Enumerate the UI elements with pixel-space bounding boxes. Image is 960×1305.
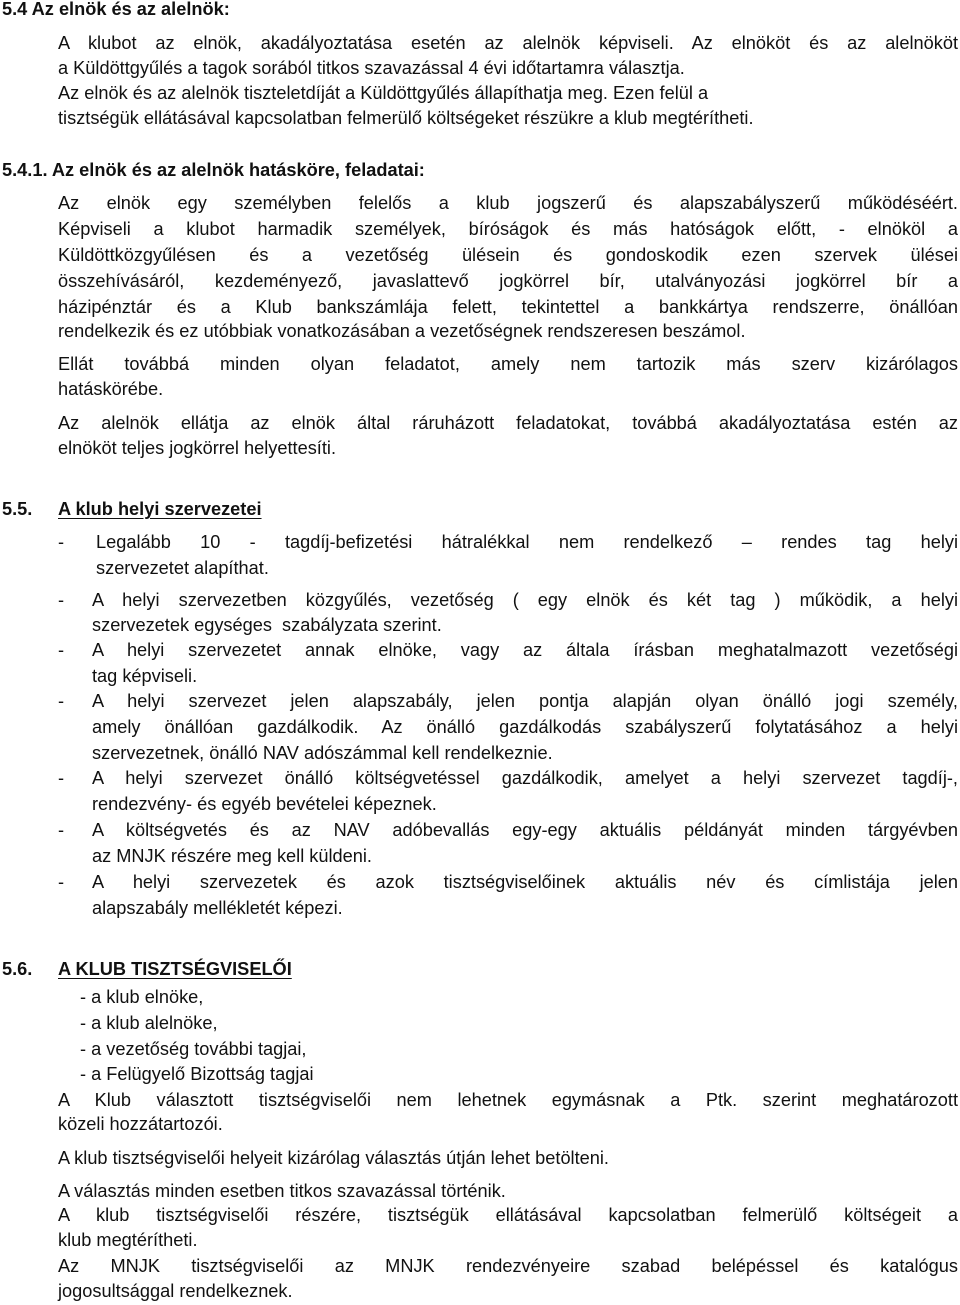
list-dash: -	[58, 691, 65, 711]
list-item-line: szervezetnek, önálló NAV adószámmal kell rendelkeznie.	[92, 743, 553, 763]
paragraph-line: tisztségük ellátásával kapcsolatban felmerülő költségeket részükre a klub megtérítheti.	[58, 108, 754, 128]
paragraph-line: Az alelnök ellátja az elnök által ráruházott feladatokat, továbbá akadályoztatása estén az	[58, 413, 958, 433]
list-item-line: az MNJK részére meg kell küldeni.	[92, 846, 372, 866]
section-heading-5-4-1: 5.4.1. Az elnök és az alelnök hatásköre, feladatai:	[2, 160, 425, 180]
paragraph-line: házipénztár és a Klub bankszámlája felett, tekintettel a bankkártya rendszerre, önállóan	[58, 297, 958, 317]
list-item-line: szervezetek egységes szabályzata szerint.	[92, 615, 442, 635]
paragraph-line: Küldöttközgyűlésen és a vezetőség ülésein és gondoskodik ezen szervek ülései	[58, 245, 958, 265]
paragraph-line: közeli hozzátartozói.	[58, 1114, 223, 1134]
paragraph-line: Az MNJK tisztségviselői az MNJK rendezvényeire szabad belépéssel és katalógus	[58, 1256, 958, 1276]
list-item-line: alapszabály mellékletét képezi.	[92, 898, 343, 918]
paragraph-line: Az elnök és az alelnök tiszteletdíját a Küldöttgyűlés állapíthatja meg. Ezen felül a	[58, 83, 709, 103]
list-item-line: A helyi szervezetet annak elnöke, vagy az általa írásban meghatalmazott vezetőségi	[92, 640, 958, 660]
list-item-line: A helyi szervezetek és azok tisztségviselőinek aktuális név és címlistája jelen	[92, 872, 958, 892]
list-item-line: A helyi szervezet jelen alapszabály, jelen pontja alapján olyan önálló jogi személy,	[92, 691, 958, 711]
list-dash: -	[58, 590, 65, 610]
paragraph-line: rendelkezik és ez utóbbiak vonatkozásában a vezetőségnek rendszeresen beszámol.	[58, 321, 746, 341]
list-dash: -	[58, 820, 65, 840]
paragraph-line: hatáskörébe.	[58, 379, 164, 399]
list-dash: -	[58, 872, 65, 892]
paragraph-line: Képviseli a klubot harmadik személyek, bíróságok és más hatóságok előtt, - elnököl a	[58, 219, 958, 239]
officer-list-item: - a klub elnöke,	[80, 987, 204, 1007]
list-dash: -	[58, 640, 65, 660]
section-title-5-6: A KLUB TISZTSÉGVISELŐI	[58, 959, 292, 979]
list-item-line: Legalább 10 - tagdíj-befizetési hátralékkal nem rendelkező – rendes tag helyi	[96, 532, 958, 552]
list-item-line: A költségvetés és az NAV adóbevallás egy-egy aktuális példányát minden tárgyévben	[92, 820, 958, 840]
paragraph-line: a Küldöttgyűlés a tagok sorából titkos szavazással 4 évi időtartamra választja.	[58, 58, 685, 78]
officer-list-item: - a vezetőség további tagjai,	[80, 1039, 307, 1059]
paragraph-line: klub megtérítheti.	[58, 1230, 198, 1250]
officer-list-item: - a Felügyelő Bizottság tagjai	[80, 1064, 314, 1084]
list-item-line: A helyi szervezet önálló költségvetéssel gazdálkodik, amelyet a helyi szervezet tagdíj-,	[92, 768, 958, 788]
paragraph-line: A Klub választott tisztségviselői nem lehetnek egymásnak a Ptk. szerint meghatározott	[58, 1090, 958, 1110]
list-item-line: A helyi szervezetben közgyűlés, vezetőség ( egy elnök és két tag ) működik, a helyi	[92, 590, 958, 610]
paragraph-line: A klub tisztségviselői részére, tisztségük ellátásával kapcsolatban felmerülő költségeit a	[58, 1205, 958, 1225]
paragraph-line: A választás minden esetben titkos szavazással történik.	[58, 1181, 506, 1201]
list-item-line: tag képviseli.	[92, 666, 198, 686]
list-dash: -	[58, 532, 65, 552]
section-number-5-6: 5.6.	[2, 959, 33, 979]
section-title-5-5: A klub helyi szervezetei	[58, 499, 262, 519]
list-dash: -	[58, 768, 65, 788]
paragraph-line: Ellát továbbá minden olyan feladatot, amely nem tartozik más szerv kizárólagos	[58, 354, 958, 374]
section-heading-5-4: 5.4 Az elnök és az alelnök:	[2, 0, 230, 19]
paragraph-line: A klub tisztségviselői helyeit kizárólag választás útján lehet betölteni.	[58, 1148, 609, 1168]
paragraph-line: A klubot az elnök, akadályoztatása esetén az alelnök képviseli. Az elnököt és az alelnököt	[58, 33, 958, 53]
paragraph-line: jogosultsággal rendelkeznek.	[58, 1281, 293, 1301]
list-item-line: rendezvény- és egyéb bevételei képeznek.	[92, 794, 437, 814]
list-item-line: amely önállóan gazdálkodik. Az önálló gazdálkodás szabályszerű folytatásához a helyi	[92, 717, 958, 737]
paragraph-line: Az elnök egy személyben felelős a klub jogszerű és alapszabályszerű működéséért.	[58, 193, 958, 213]
paragraph-line: összehívásáról, kezdeményező, javaslattevő jogkörrel bír, utalványozási jogkörrel bír a	[58, 271, 958, 291]
section-number-5-5: 5.5.	[2, 499, 33, 519]
list-item-line: szervezetet alapíthat.	[96, 558, 269, 578]
paragraph-line: elnököt teljes jogkörrel helyettesíti.	[58, 438, 337, 458]
officer-list-item: - a klub alelnöke,	[80, 1013, 218, 1033]
